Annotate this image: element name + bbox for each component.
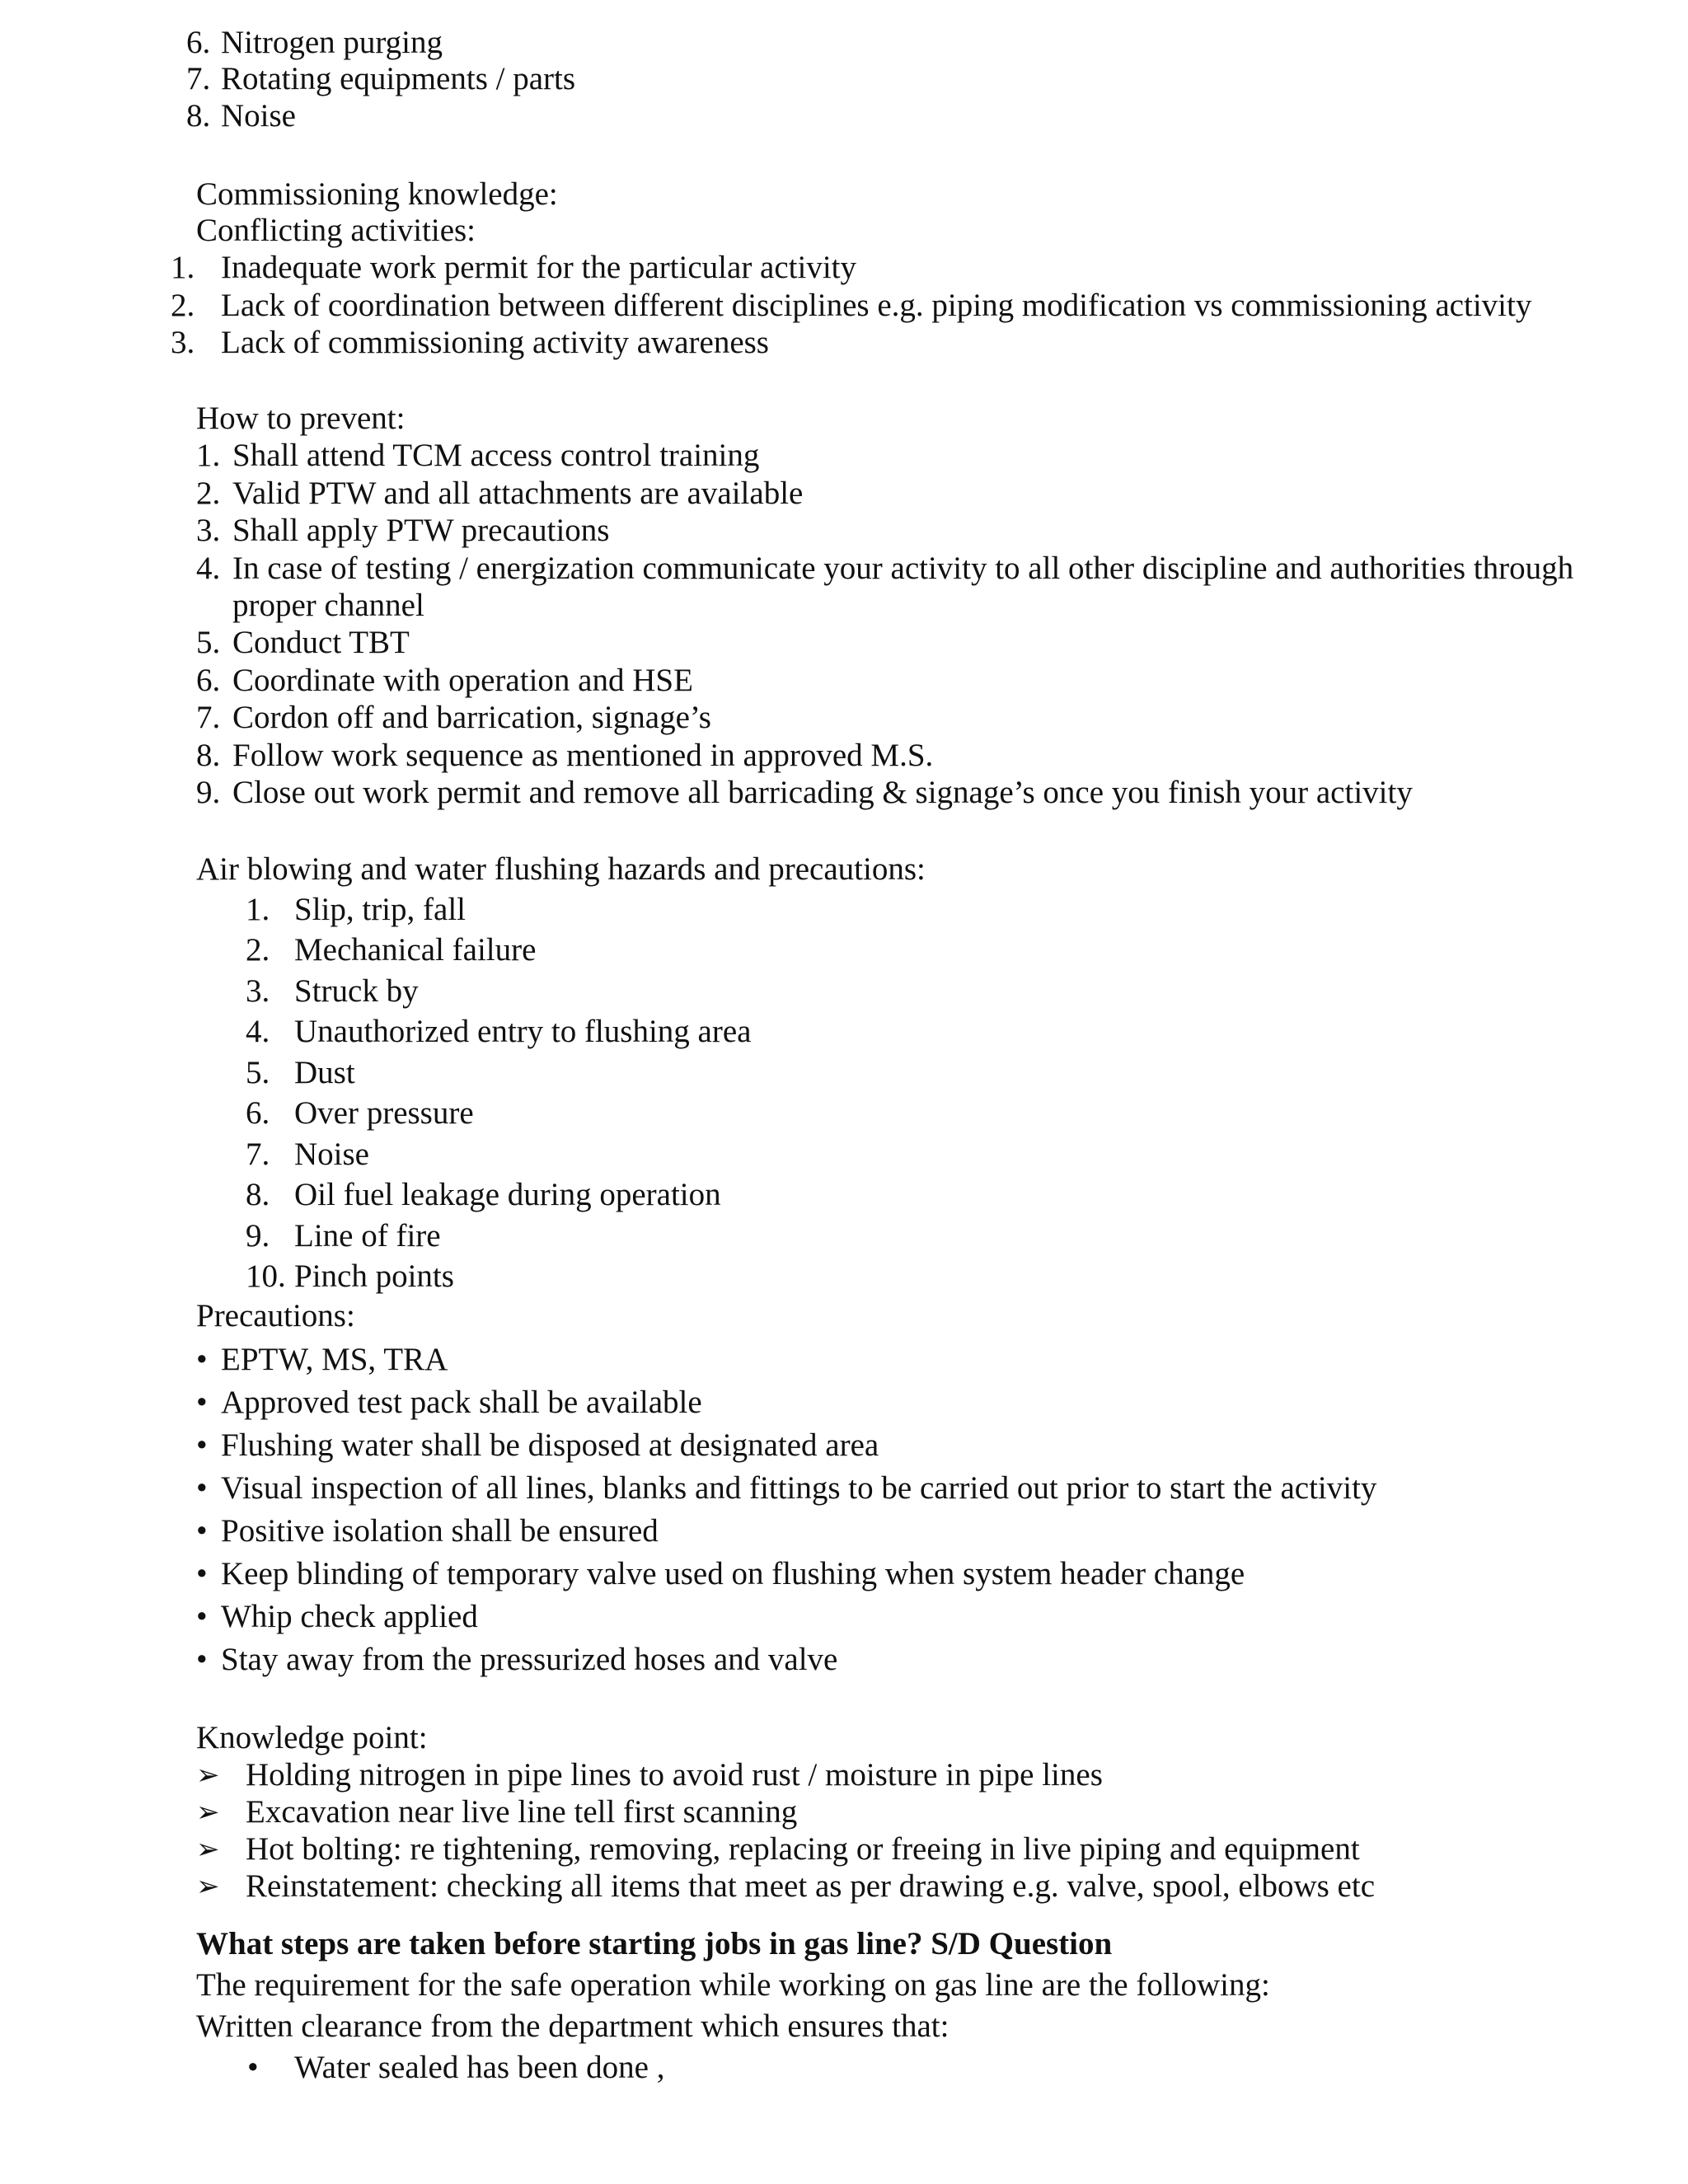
bullet-icon: • <box>196 1385 208 1420</box>
bullet-icon: • <box>196 1513 208 1549</box>
bullet-icon: • <box>196 1599 208 1634</box>
bullet-text: Approved test pack shall be available <box>221 1385 702 1420</box>
item-number: 4. <box>196 551 221 586</box>
bullet-text: Water sealed has been done , <box>294 2050 665 2085</box>
arrow-bullet-icon: ➢ <box>196 1759 220 1792</box>
item-number: 2. <box>246 932 270 968</box>
bullet-icon: • <box>196 1642 208 1677</box>
item-text: Follow work sequence as mentioned in approved M.S. <box>232 738 934 773</box>
air-blowing-heading: Air blowing and water flushing hazards and precautions: <box>196 851 926 887</box>
gas-line-question: What steps are taken before starting jobs in gas line? S/D Question <box>196 1926 1113 1961</box>
item-text: Valid PTW and all attachments are available <box>232 476 804 511</box>
arrow-item-text: Holding nitrogen in pipe lines to avoid rust / moisture in pipe lines <box>246 1757 1103 1793</box>
item-text: Noise <box>221 98 296 134</box>
arrow-item-text: Excavation near live line tell first scanning <box>246 1794 798 1830</box>
item-text: Rotating equipments / parts <box>221 61 576 96</box>
item-text: Pinch points <box>294 1258 454 1294</box>
bullet-text: Keep blinding of temporary valve used on flushing when system header change <box>221 1556 1245 1591</box>
arrow-bullet-icon: ➢ <box>196 1870 220 1903</box>
requirement-text: The requirement for the safe operation while working on gas line are the following: <box>196 1967 1270 2003</box>
item-number: 5. <box>196 625 221 660</box>
item-text: In case of testing / energization communicate your activity to all other discipline and authorities through <box>232 551 1574 586</box>
item-number: 9. <box>196 775 221 810</box>
item-text: Noise <box>294 1137 369 1172</box>
bullet-text: Positive isolation shall be ensured <box>221 1513 659 1549</box>
precautions-heading: Precautions: <box>196 1298 355 1333</box>
item-number: 1. <box>196 438 221 473</box>
arrow-item-text: Hot bolting: re tightening, removing, replacing or freeing in live piping and equipment <box>246 1831 1360 1867</box>
bullet-icon: • <box>247 2050 259 2085</box>
item-number: 6. <box>186 25 211 60</box>
bullet-text: Flushing water shall be disposed at designated area <box>221 1427 879 1463</box>
item-number: 2. <box>171 288 195 323</box>
bullet-icon: • <box>196 1470 208 1506</box>
item-text: Inadequate work permit for the particular activity <box>221 250 857 285</box>
item-text: proper channel <box>232 588 424 623</box>
item-text: Cordon off and barrication, signage’s <box>232 700 711 735</box>
item-text: Mechanical failure <box>294 932 537 968</box>
bullet-text: EPTW, MS, TRA <box>221 1342 448 1377</box>
knowledge-heading: Knowledge point: <box>196 1720 428 1755</box>
item-text: Nitrogen purging <box>221 25 443 60</box>
prevent-heading: How to prevent: <box>196 401 406 436</box>
item-text: Conduct TBT <box>232 625 410 660</box>
item-number: 2. <box>196 476 221 511</box>
item-number: 1. <box>171 250 195 285</box>
item-number: 10. <box>246 1258 286 1294</box>
item-text: Shall apply PTW precautions <box>232 513 610 548</box>
item-number: 8. <box>246 1177 270 1212</box>
item-number: 7. <box>246 1137 270 1172</box>
item-text: Unauthorized entry to flushing area <box>294 1014 752 1049</box>
item-number: 1. <box>246 892 270 927</box>
clearance-text: Written clearance from the department which ensures that: <box>196 2008 950 2044</box>
item-number: 4. <box>246 1014 270 1049</box>
item-number: 9. <box>246 1218 270 1254</box>
item-number: 8. <box>196 738 221 773</box>
item-number: 3. <box>246 973 270 1009</box>
item-text: Oil fuel leakage during operation <box>294 1177 721 1212</box>
item-text: Dust <box>294 1055 355 1090</box>
item-number: 6. <box>246 1095 270 1131</box>
item-number: 7. <box>196 700 221 735</box>
item-text: Close out work permit and remove all barricading & signage’s once you finish your activity <box>232 775 1413 810</box>
commissioning-heading: Commissioning knowledge: <box>196 176 558 212</box>
bullet-icon: • <box>196 1342 208 1377</box>
arrow-bullet-icon: ➢ <box>196 1833 220 1866</box>
bullet-text: Visual inspection of all lines, blanks and fittings to be carried out prior to start the activity <box>221 1470 1377 1506</box>
item-text: Struck by <box>294 973 419 1009</box>
item-number: 6. <box>196 663 221 698</box>
bullet-icon: • <box>196 1556 208 1591</box>
item-text: Lack of commissioning activity awareness <box>221 325 769 360</box>
item-text: Over pressure <box>294 1095 474 1131</box>
conflicting-activities-heading: Conflicting activities: <box>196 213 476 248</box>
item-text: Slip, trip, fall <box>294 892 466 927</box>
item-text: Line of fire <box>294 1218 441 1254</box>
item-text: Coordinate with operation and HSE <box>232 663 693 698</box>
bullet-text: Stay away from the pressurized hoses and valve <box>221 1642 838 1677</box>
item-number: 8. <box>186 98 211 134</box>
arrow-item-text: Reinstatement: checking all items that meet as per drawing e.g. valve, spool, elbows etc <box>246 1868 1376 1904</box>
item-number: 3. <box>171 325 195 360</box>
item-number: 5. <box>246 1055 270 1090</box>
bullet-text: Whip check applied <box>221 1599 478 1634</box>
arrow-bullet-icon: ➢ <box>196 1796 220 1829</box>
item-number: 3. <box>196 513 221 548</box>
item-text: Shall attend TCM access control training <box>232 438 760 473</box>
item-text: Lack of coordination between different disciplines e.g. piping modification vs commissioning activity <box>221 288 1532 323</box>
bullet-icon: • <box>196 1427 208 1463</box>
item-number: 7. <box>186 61 211 96</box>
